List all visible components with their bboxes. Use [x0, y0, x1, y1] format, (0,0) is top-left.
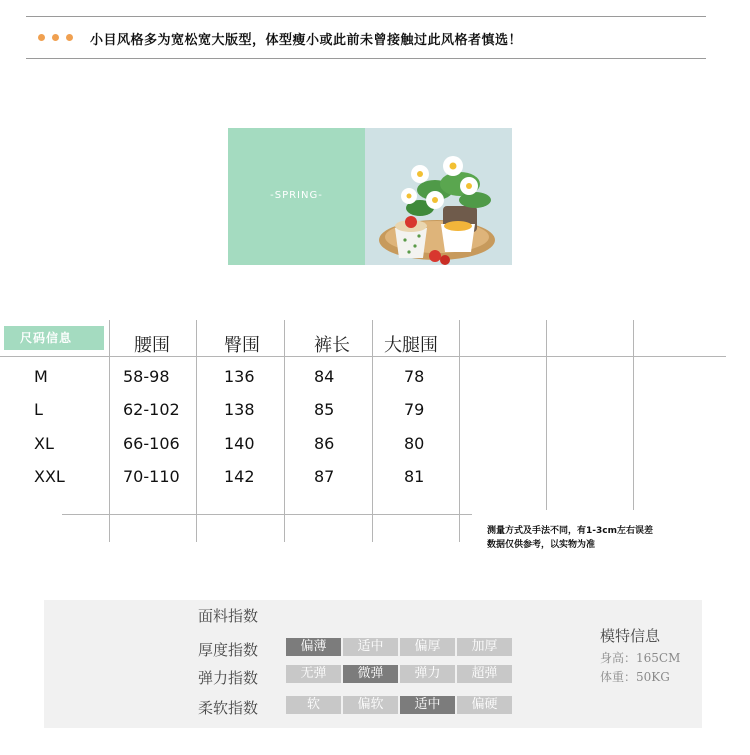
- dot-icon: [66, 34, 73, 41]
- notice-bottom-divider: [26, 58, 706, 59]
- table-column-divider: [633, 320, 634, 510]
- size-label: M: [34, 367, 48, 386]
- length-value: 87: [314, 467, 335, 486]
- elasticity-label: 弹力指数: [198, 669, 259, 687]
- length-value: 85: [314, 400, 335, 419]
- spring-panel: [228, 128, 365, 265]
- thigh-value: 81: [404, 467, 425, 486]
- waist-value: 62-102: [123, 400, 180, 419]
- notice-text: 小目风格多为宽松宽大版型，体型瘦小或此前未曾接触过此风格者慎选！: [90, 33, 523, 48]
- size-label: XL: [34, 434, 54, 453]
- thickness-option: 适中: [343, 638, 398, 656]
- header-waist: 腰围: [134, 335, 170, 356]
- table-column-divider: [109, 320, 110, 542]
- thigh-value: 78: [404, 367, 425, 386]
- hip-value: 142: [224, 467, 255, 486]
- softness-option: 偏软: [343, 696, 398, 714]
- waist-value: 58-98: [123, 367, 170, 386]
- elasticity-option: 无弹: [286, 665, 341, 683]
- size-label: L: [34, 400, 43, 419]
- length-value: 84: [314, 367, 335, 386]
- waist-value: 66-106: [123, 434, 180, 453]
- hip-value: 140: [224, 434, 255, 453]
- elasticity-option: 微弹: [343, 665, 398, 683]
- softness-option: 软: [286, 696, 341, 714]
- softness-option: 适中: [400, 696, 455, 714]
- hip-value: 136: [224, 367, 255, 386]
- table-column-divider: [284, 320, 285, 542]
- model-height: 身高：165CM: [600, 651, 681, 665]
- table-column-divider: [459, 320, 460, 542]
- thickness-label: 厚度指数: [198, 641, 259, 659]
- table-column-divider: [372, 320, 373, 542]
- thigh-value: 80: [404, 434, 425, 453]
- measurement-note-line: 数据仅供参考，以实物为准: [487, 540, 596, 550]
- model-info-title: 模特信息: [600, 627, 661, 645]
- header-thigh: 大腿围: [384, 335, 438, 356]
- thigh-value: 79: [404, 400, 425, 419]
- header-hip: 臀围: [224, 335, 260, 356]
- fabric-title: 面料指数: [198, 607, 259, 625]
- header-length: 裤长: [314, 335, 350, 356]
- size-info-badge: 尺码信息: [4, 326, 104, 350]
- dot-icon: [52, 34, 59, 41]
- thickness-option: 偏厚: [400, 638, 455, 656]
- measurement-note: [487, 524, 653, 552]
- flower-illustration: [365, 128, 512, 265]
- thickness-option: 加厚: [457, 638, 512, 656]
- dot-icon: [38, 34, 45, 41]
- length-value: 86: [314, 434, 335, 453]
- model-weight: 体重：50KG: [600, 670, 670, 684]
- table-column-divider: [546, 320, 547, 510]
- size-label: XXL: [34, 467, 65, 486]
- notice-top-divider: [26, 16, 706, 17]
- hip-value: 138: [224, 400, 255, 419]
- table-bottom-divider: [62, 514, 472, 515]
- notice-dots: [38, 34, 73, 41]
- softness-option: 偏硬: [457, 696, 512, 714]
- softness-label: 柔软指数: [198, 699, 259, 717]
- elasticity-option: 超弹: [457, 665, 512, 683]
- table-column-divider: [196, 320, 197, 542]
- elasticity-option: 弹力: [400, 665, 455, 683]
- thickness-option: 偏薄: [286, 638, 341, 656]
- spring-text: -SPRING-: [270, 190, 323, 201]
- measurement-note-line: 测量方式及手法不同，有1-3cm左右误差: [487, 526, 653, 536]
- waist-value: 70-110: [123, 467, 180, 486]
